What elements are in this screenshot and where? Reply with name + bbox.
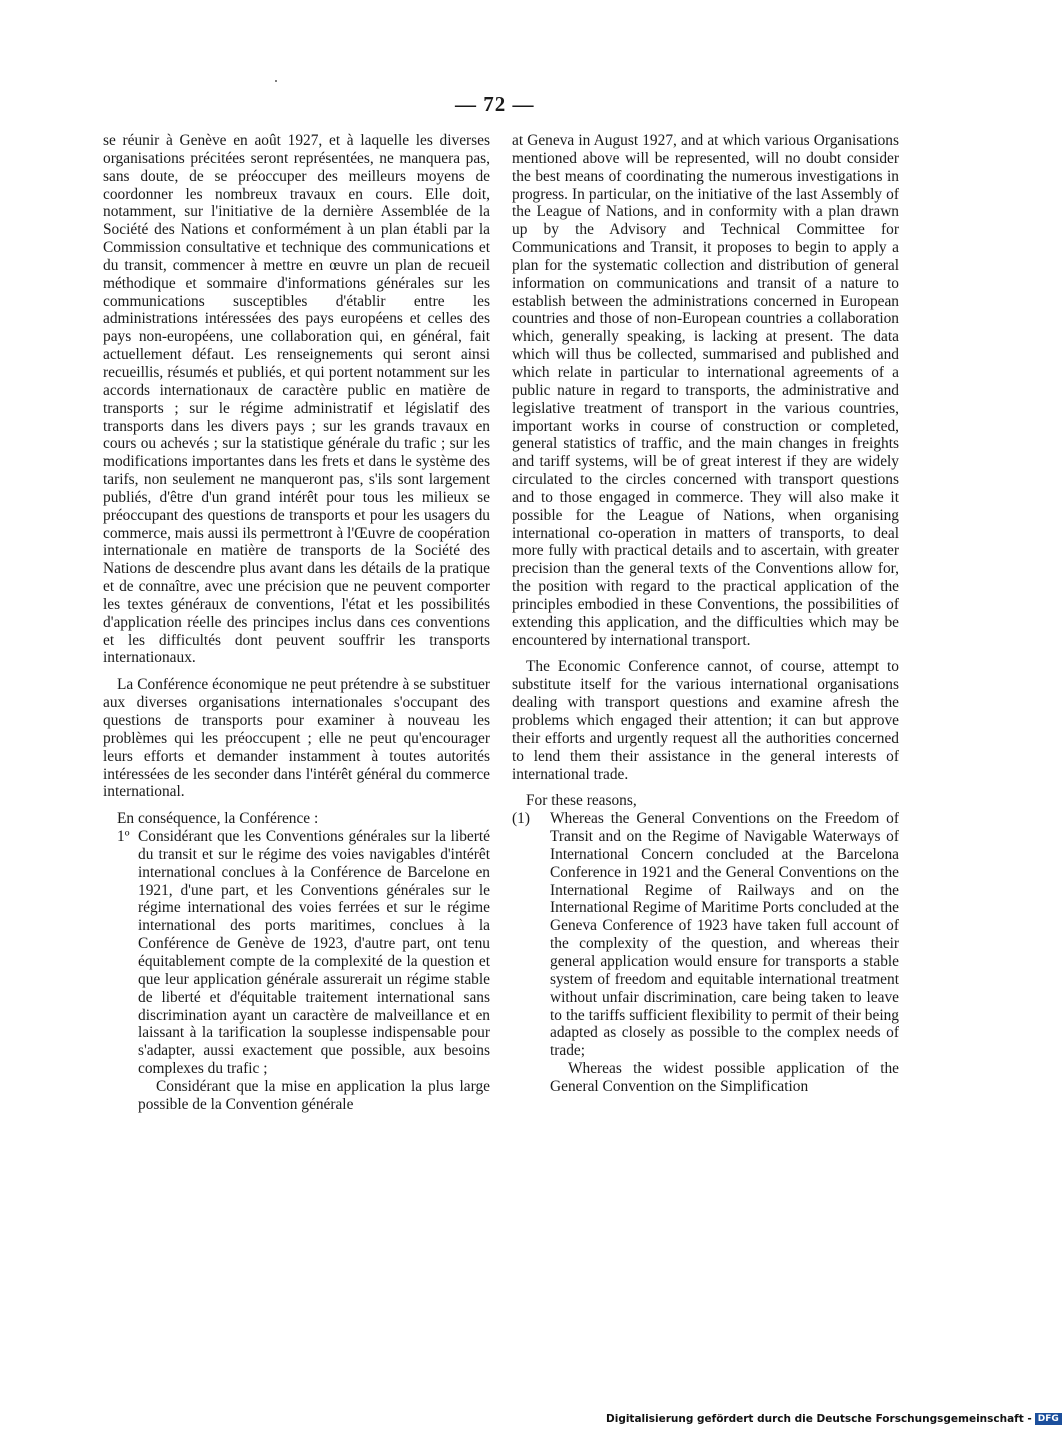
english-paragraph-2: The Economic Conference cannot, of course, attempt to substitute itself for the various international organisations dealing with transport questions and examine afresh the problems which engaged their attention; it can but approve their efforts and urgently request all the authorities concerned to lend them their assistance in the general interests of international trade. [512, 658, 899, 783]
english-list-item-1 [512, 810, 899, 1060]
page-number: — 72 — [455, 92, 535, 116]
print-speck [275, 80, 277, 82]
english-paragraph-1: at Geneva in August 1927, and at which various Organisations mentioned above will be represented, will no doubt consider the best means of coordinating the numerous investigations in progress. In particular, on the initiative of the last Assembly of the League of Nations, and in conformity with a plan drawn up by the Advisory and Technical Committee for Communications and Transit, it proposes to begin to apply a plan for the systematic collection and distribution of general information on communications and transit of a nature to establish between the administrations concerned in European countries and those of non-European countries a collaboration which, generally speaking, is lacking at present. The data which will thus be collected, summarised and published and which relate in particular to international agreements of a public nature in regard to transports, the administrative and legislative treatment of transport in the various countries, important works in course of construction or completed, general statistics of traffic, and the main changes in freights and tariff systems, will be of great interest if they are widely circulated to the circles concerned with transport questions and to those engaged in commerce. They will also make it possible for the League of Nations, when organising international co-operation in matters of transports, to deal more fully with practical details and to ascertain, with greater precision than the general texts of the Conventions allow for, the position with regard to the practical application of the principles embodied in these Conventions, the possibilities of extending this application, and the difficulties which may be encountered by international transport. [512, 132, 899, 649]
french-item-continuation: Considérant que la mise en application la plus large possible de la Convention générale [138, 1077, 490, 1113]
french-item-marker: 1º [117, 828, 130, 846]
english-column [512, 132, 899, 1096]
french-list-item-1 [103, 828, 490, 1078]
french-paragraph-3: En conséquence, la Conférence : [117, 810, 319, 828]
french-paragraph-1: se réunir à Genève en août 1927, et à laquelle les diverses organisations précitées seront représentées, ne manquera pas, sans doute, de se préoccuper des meilleurs moyens de coordonner les nombreux travaux en cours. Elle doit, notamment, sur l'initiative de la dernière Assemblée de la Société des Nations et conformément à un plan établi par la Commission consultative et technique des communications et du transit, commencer à mettre en œuvre un plan de recueil méthodique et sommaire d'informations générales sur les communications susceptibles d'établir entre les administrations intéressées des pays européens et celles des pays non-européens, une collaboration qui, en général, fait actuellement défaut. Les renseignements qui seront ainsi recueillis, résumés et publiés, et qui portent notamment sur les accords internationaux de caractère public en matière de transports ; sur le régime administratif et législatif des transports dans les divers pays ; sur les grands travaux en cours ou achevés ; sur la statistique générale du trafic ; sur les modifications importantes dans les frets et dans le système des tarifs, non seulement ne manqueront pas, s'ils sont largement publiés, d'être d'un grand intérêt pour tous les milieux se préoccupant des questions de transports et pour les usagers du commerce, mais aussi ils permettront à l'Œuvre de coopération internationale en matière de transports de la Société des Nations de descendre plus avant dans les détails de la pratique et de connaître, avec une précision que ne peuvent comporter les textes généraux de conventions, l'état et les possibilités d'application réelle des principes inclus dans ces conventions et les difficultés dont peuvent souffrir les transports internationaux. [103, 132, 490, 667]
english-item-marker: (1) [512, 810, 530, 828]
english-item-text: Whereas the General Conventions on the Freedom of Transit and on the Regime of Navigable Waterways of International Concern concluded at the Barcelona Conference in 1921 and the General Conventions on the International Regime of Railways and on the International Regime of Maritime Ports concluded at the Geneva Conference of 1923 have taken full account of the complexity of the question, and whereas their general application would ensure for transports a stable system of freedom and equitable international treatment without unfair discrimination, care being taken to leave to the tariffs sufficient flexibility to permit of their being adapted as closely as possible to the complex needs of trade; [550, 810, 899, 1060]
french-paragraph-2: La Conférence économique ne peut prétendre à se substituer aux diverses organisations internationales s'occupant des questions de transports pour examiner à nouveau les problèmes qui les préoccupent ; elle ne peut qu'encourager leurs efforts et demander instamment à toutes autorités intéressées de les seconder dans l'intérêt général du commerce international. [103, 676, 490, 801]
dfg-logo: DFG [1035, 1413, 1062, 1425]
digitization-credit [606, 1413, 1062, 1425]
credit-text: Digitalisierung gefördert durch die Deutsche Forschungsgemeinschaft - [606, 1413, 1032, 1425]
french-column [103, 132, 490, 1114]
french-item-text: Considérant que les Conventions générales sur la liberté du transit et sur le régime des voies navigables d'intérêt international conclues à la Conférence de Barcelone en 1921, d'une part, et les Conventions générales sur le régime international des voies ferrées et sur le régime international des ports maritimes, conclues à la Conférence de Genève de 1923, d'autre part, ont tenu équitablement compte de la complexité de la question et que leur application générale assurerait un régime stable de liberté et d'équitable traitement international sans discrimination ayant un caractère de malveillance et en laissant à la tarification la souplesse indispensable pour s'adapter, aussi exactement que possible, aux besoins complexes du trafic ; [138, 828, 490, 1078]
english-paragraph-3: For these reasons, [526, 792, 637, 810]
english-item-continuation: Whereas the widest possible application of the General Convention on the Simplification [550, 1060, 899, 1095]
